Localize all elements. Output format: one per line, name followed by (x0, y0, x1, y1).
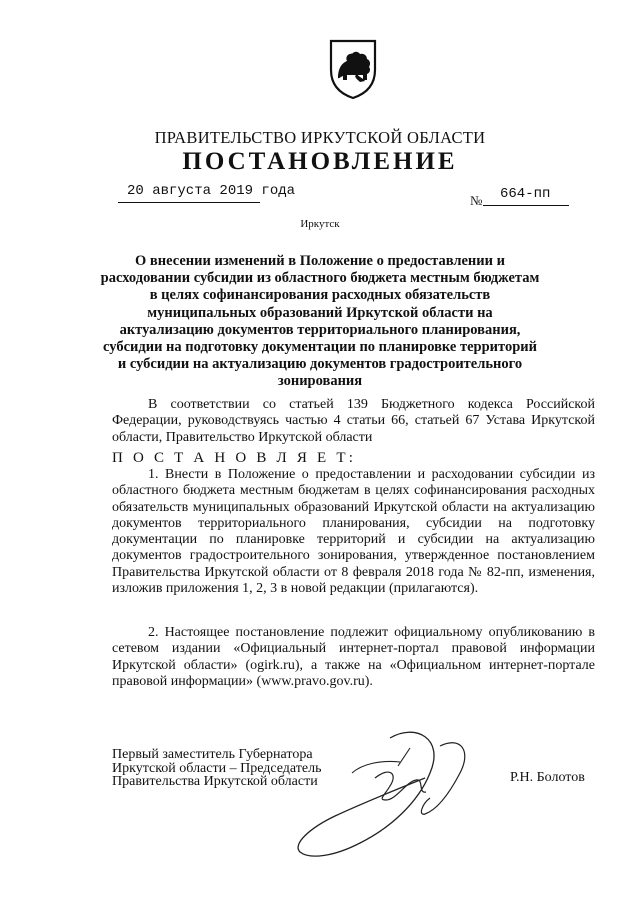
city: Иркутск (300, 218, 340, 230)
position-line-1: Первый заместитель Губернатора (112, 747, 313, 762)
document-type: ПОСТАНОВЛЕНИЕ (182, 148, 458, 175)
item-1: 1. Внести в Положение о предоставлении и расходовании субсидии из областного бюджета местным бюджетам в целях софинансирования расходных обязательств муниципальных образований Иркутской области на актуализацию документов территориального планирования, субсидии на подготовку документации по планировке территорий и субсидии на актуализацию документов градостроительного зонирования, утвержденное постановлением Правительства Иркутской области от 8 февраля 2018 года № 82-пп, изменения, изложив приложения 1, 2, 3 в новой редакции (прилагаются). (112, 467, 595, 597)
number-underline (483, 205, 569, 206)
date-underline (118, 202, 260, 203)
government-name: ПРАВИТЕЛЬСТВО ИРКУТСКОЙ ОБЛАСТИ (154, 128, 486, 147)
number-sign: № (470, 193, 483, 208)
handwritten-signature (240, 718, 500, 868)
decrees-word: П О С Т А Н О В Л Я Е Т: (112, 450, 357, 466)
document-number: 664-пп (500, 186, 551, 202)
document-title: О внесении изменений в Положение о предоставлении и расходовании субсидии из областного бюджета местным бюджетам в целях софинансирования расходных обязательств муниципальных образований Иркутской области на актуализацию документов территориального планирования, субсидии на подготовку документации по планировке территорий и субсидии на актуализацию документов градостроительного зонирования (100, 253, 540, 390)
position-line-3: Правительства Иркутской области (112, 774, 318, 789)
preamble: В соответствии со статьей 139 Бюджетного кодекса Российской Федерации, руководствуясь частью 4 статьи 66, статьей 67 Устава Иркутской области, Правительство Иркутской области (112, 397, 595, 445)
position-line-2: Иркутской области – Председатель (112, 760, 322, 776)
coat-of-arms-icon (327, 38, 379, 100)
document-date: 20 августа 2019 года (127, 183, 296, 199)
item-2: 2. Настоящее постановление подлежит официальному опубликованию в сетевом издании «Официальный интернет-портал правовой информации Иркутской области» (ogirk.ru), а также на «Официальном интернет-портале правовой информации» (www.pravo.gov.ru). (112, 625, 595, 689)
signatory-name: Р.Н. Болотов (510, 770, 585, 785)
